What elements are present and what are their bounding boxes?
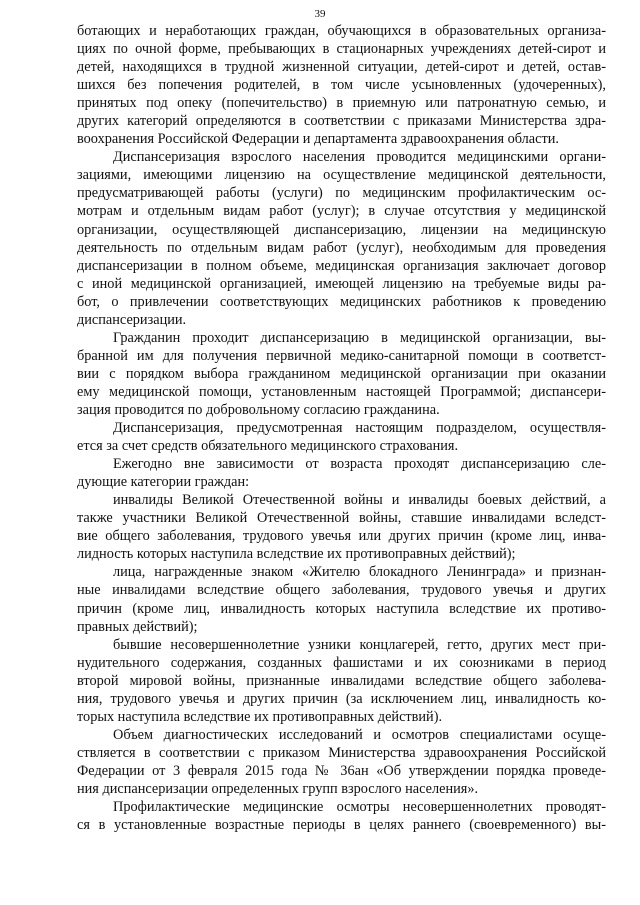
text-line: ботающих и неработающих граждан, обучающихся в образовательных организа- [77,23,606,39]
text-line: ные инвалидами вследствие общего заболевания, трудового увечья и других [77,582,606,599]
page-number: 39 [314,8,326,20]
text-line: лидность которых наступила вследствие их противоправных действий); [77,546,516,563]
text-line: бывшие несовершеннолетние узники концлагерей, гетто, других мест при- [113,636,606,653]
text-line: бот, о привлечении соответствующих медицинских работников к проведению [77,293,606,310]
text-line: Объем диагностических исследований и осмотров специалистами осуще- [113,726,606,743]
text-line: ему медицинской помощи, установленным настоящей Программой; диспансери- [77,383,606,400]
text-line: детей, находящихся в трудной жизненной ситуации, детей-сирот и детей, остав- [77,59,606,76]
text-line: правных действий); [77,618,198,635]
text-line: ся в установленные возрастные периоды в целях раннего (своевременного) вы- [77,817,606,834]
text-line: ется за счет средств обязательного медицинского страхования. [77,438,459,455]
text-line: ния, трудового увечья и других причин (за исключением лиц, инвалидность ко- [77,690,606,707]
text-line: зациями, имеющими лицензию на осуществление медицинской деятельности, [77,167,606,184]
text-line: зация проводится по добровольному согласию гражданина. [77,401,440,418]
text-line: Федерации от 3 февраля 2015 года № 36ан «Об утверждении порядка проведе- [77,762,606,779]
text-line: лица, награжденные знаком «Жителю блокадного Ленинграда» и признан- [113,564,606,581]
text-line: дующие категории граждан: [77,474,250,491]
text-line: вие общего заболевания, трудового увечья или других причин (кроме лиц, инва- [77,528,606,545]
text-line: инвалиды Великой Отечественной войны и инвалиды боевых действий, а [113,492,606,509]
text-line: циях по очной форме, пребывающих в стационарных учреждениях детей-сирот и [77,41,606,58]
body-text [77,22,606,834]
text-line: с иной медицинской организацией, имеющей лицензию на требуемые виды ра- [77,275,606,292]
text-line: нудительного содержания, созданных фашистами и их союзниками в период [77,654,606,671]
text-line: принятых под опеку (попечительство) в приемную или патронатную семью, и [77,95,606,112]
text-line: ствляется в соответствии с приказом Министерства здравоохранения Российской [77,744,606,761]
text-line: деятельность по отдельным видам работ (услуг), необходимым для проведения [77,239,606,256]
text-line: диспансеризации. [77,311,187,328]
text-line: предусматривающей работы (услуги) по медицинским профилактическим ос- [77,185,606,202]
text-line: торых наступила вследствие их противоправных действий). [77,708,443,725]
text-line: мотрам и отдельным видам работ (услуг); в случае отсутствия у медицинской [77,203,606,220]
text-line: ния диспансеризации определенных групп взрослого населения». [77,780,479,797]
text-line: Ежегодно вне зависимости от возраста проходят диспансеризацию сле- [113,456,606,473]
text-line: причин (кроме лиц, инвалидность которых наступила вследствие их противо- [77,600,606,617]
text-line: Диспансеризация, предусмотренная настоящим подразделом, осуществля- [113,420,606,437]
text-line: других категорий определяются в соответствии с приказами Министерства здра- [77,113,606,130]
text-line: бранной им для получения первичной медико-санитарной помощи в соответст- [77,347,606,364]
text-line: второй мировой войны, признанные инвалидами вследствие общего заболева- [77,672,606,689]
text-line: организации, осуществляющей диспансеризацию, лицензии на медицинскую [77,221,606,238]
text-line: Профилактические медицинские осмотры несовершеннолетних проводят- [113,799,606,816]
text-line: диспансеризации в полном объеме, медицинская организация заключает договор [77,257,606,274]
text-line: также участники Великой Отечественной войны, ставшие инвалидами вследст- [77,510,606,527]
text-line: воохранения Российской Федерации и департамента здравоохранения области. [77,131,559,148]
text-line: Диспансеризация взрослого населения проводится медицинскими органи- [113,149,606,166]
text-line: шихся без попечения родителей, в том числе усыновленных (удочеренных), [77,77,606,94]
text-line: вии с порядком выбора гражданином медицинской организации при оказании [77,365,606,382]
text-line: Гражданин проходит диспансеризацию в медицинской организации, вы- [113,329,606,346]
